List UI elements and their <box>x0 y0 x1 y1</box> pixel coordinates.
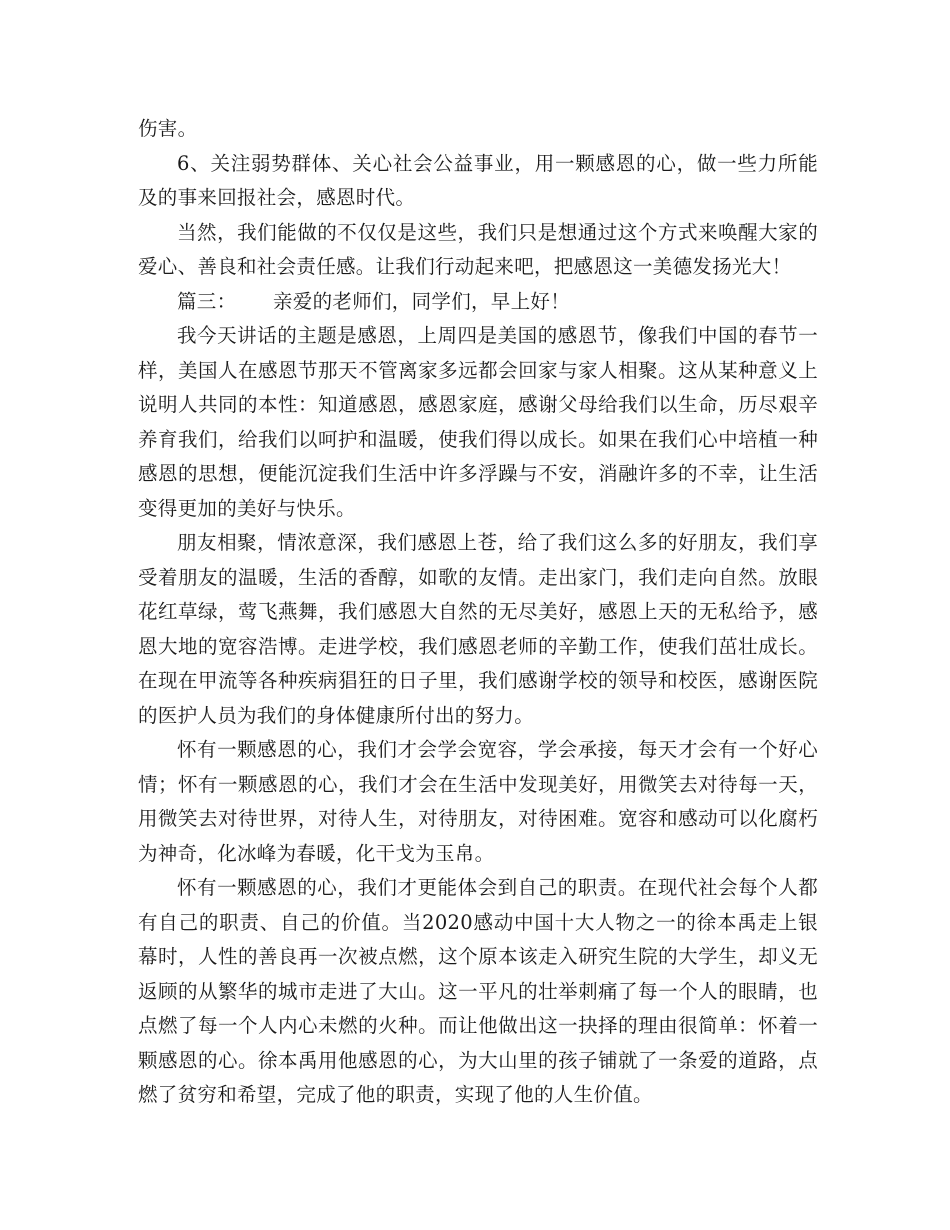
paragraph-item-6: 6、关注弱势群体、关心社会公益事业，用一颗感恩的心，做一些力所能及的事来回报社会，感恩时代。 <box>138 151 818 209</box>
paragraph-duty: 怀有一颗感恩的心，我们才更能体会到自己的职责。在现代社会每个人都有自己的职责、自己的价值。当2020感动中国十大人物之一的徐本禹走上银幕时，人性的善良再一次被点燃，这个原本该走入研究生院的大学生，却义无返顾的从繁华的城市走进了大山。这一平凡的壮举刺痛了每一个人的眼睛，也点燃了每一个人内心未燃的火种。而让他做出这一抉择的理由很简单：怀着一颗感恩的心。徐本禹用他感恩的心，为大山里的孩子铺就了一条爱的道路，点燃了贫穷和希望，完成了他的职责，实现了他的人生价值。 <box>138 876 818 1106</box>
document-body <box>138 112 818 1113</box>
paragraph-tolerance: 怀有一颗感恩的心，我们才会学会宽容，学会承接，每天才会有一个好心情；怀有一颗感恩的心，我们才会在生活中发现美好，用微笑去对待每一天，用微笑去对待世界，对待人生，对待朋友，对待困难。宽容和感动可以化腐朽为神奇，化冰峰为春暖，化干戈为玉帛。 <box>138 738 818 865</box>
paragraph-continuation: 伤害。 <box>138 117 198 140</box>
section-label: 篇三： <box>177 289 237 313</box>
section-heading <box>138 285 818 320</box>
paragraph-theme: 我今天讲话的主题是感恩，上周四是美国的感恩节，像我们中国的春节一样，美国人在感恩节那天不管离家多远都会回家与家人相聚。这从某种意义上说明人共同的本性：知道感恩，感恩家庭，感谢父母给我们以生命，历尽艰辛养育我们，给我们以呵护和温暖，使我们得以成长。如果在我们心中培植一种感恩的思想，便能沉淀我们生活中许多浮躁与不安，消融许多的不幸，让生活变得更加的美好与快乐。 <box>138 324 818 520</box>
paragraph-friends: 朋友相聚，情浓意深，我们感恩上苍，给了我们这么多的好朋友，我们享受着朋友的温暖，生活的香醇，如歌的友情。走出家门，我们走向自然。放眼花红草绿，莺飞燕舞，我们感恩大自然的无尽美好，感恩上天的无私给予，感恩大地的宽容浩博。走进学校，我们感恩老师的辛勤工作，使我们茁壮成长。在现在甲流等各种疾病猖狂的日子里，我们感谢学校的领导和校医，感谢医院的医护人员为我们的身体健康所付出的努力。 <box>138 531 818 727</box>
paragraph-closing: 当然，我们能做的不仅仅是这些，我们只是想通过这个方式来唤醒大家的爱心、善良和社会责任感。让我们行动起来吧，把感恩这一美德发扬光大！ <box>138 220 818 278</box>
section-greeting: 亲爱的老师们，同学们，早上好！ <box>273 289 571 313</box>
